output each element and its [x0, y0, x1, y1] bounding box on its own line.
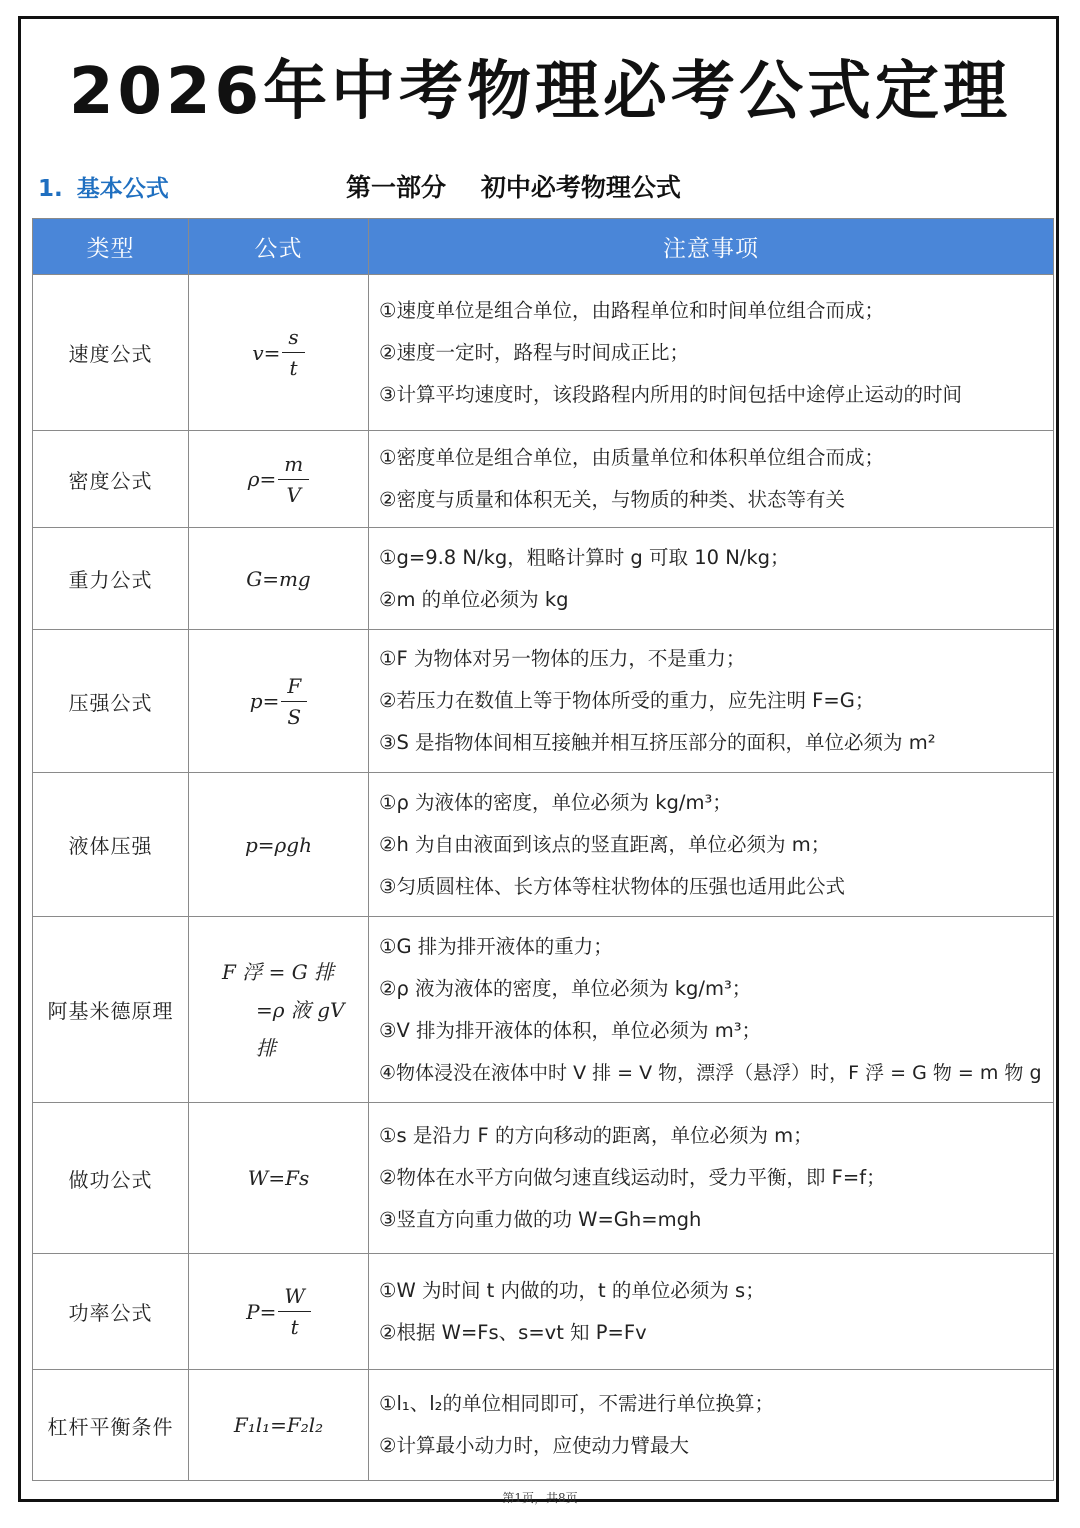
fraction-formula	[250, 674, 307, 729]
table-row	[33, 1370, 1054, 1481]
row-formula	[189, 917, 369, 1103]
note-line: ②密度与质量和体积无关，与物质的种类、状态等有关	[379, 488, 845, 511]
table-row	[33, 1103, 1054, 1254]
numerator: F	[281, 674, 307, 702]
row-formula	[189, 431, 369, 528]
row-notes	[369, 773, 1054, 917]
row-notes	[369, 917, 1054, 1103]
formula-line-1: F 浮 = G 排	[222, 959, 335, 984]
note-line: ①速度单位是组合单位，由路程单位和时间单位组合而成；	[379, 298, 884, 322]
section-heading	[38, 170, 169, 203]
note-line: ②h 为自由液面到该点的竖直距离，单位必须为 m；	[379, 832, 831, 856]
note-line: ①密度单位是组合单位，由质量单位和体积单位组合而成；	[379, 446, 884, 469]
note-line: ①g=9.8 N/kg，粗略计算时 g 可取 10 N/kg；	[379, 545, 790, 569]
table-row	[33, 1254, 1054, 1370]
note-line: ③匀质圆柱体、长方体等柱状物体的压强也适用此公式	[379, 874, 845, 898]
denominator: t	[290, 1315, 299, 1339]
page-footer: 第1页，共8页	[502, 1491, 578, 1505]
denominator: S	[287, 704, 302, 729]
note-line: ①l₁、l₂的单位相同即可，不需进行单位换算；	[379, 1392, 774, 1415]
row-notes	[369, 630, 1054, 773]
denominator: t	[289, 356, 298, 380]
row-notes	[369, 528, 1054, 630]
header-notes: 注意事项	[369, 219, 1054, 275]
row-type: 杠杆平衡条件	[33, 1370, 189, 1481]
section-label: 基本公式	[76, 176, 169, 202]
denominator: V	[286, 482, 301, 507]
table-row	[33, 630, 1054, 773]
formula-lhs: P=	[246, 1299, 277, 1324]
row-notes	[369, 275, 1054, 431]
note-line: ②物体在水平方向做匀速直线运动时，受力平衡，即 F=f；	[379, 1166, 886, 1189]
note-line: ③竖直方向重力做的功 W=Gh=mgh	[379, 1208, 702, 1231]
numerator: W	[278, 1284, 311, 1312]
note-line: ③计算平均速度时，该段路程内所用的时间包括中途停止运动的时间	[379, 382, 962, 406]
row-notes	[369, 1103, 1054, 1254]
note-line: ②根据 W=Fs、s=vt 知 P=Fv	[379, 1320, 647, 1344]
formula-lhs: ρ=	[247, 467, 277, 491]
row-type: 速度公式	[33, 275, 189, 431]
row-formula: F₁l₁=F₂l₂	[189, 1370, 369, 1481]
note-line: ③S 是指物体间相互接触并相互挤压部分的面积，单位必须为 m²	[379, 731, 936, 754]
row-formula: p=ρgh	[189, 773, 369, 917]
row-formula	[189, 1254, 369, 1370]
page-title: 2026年中考物理必考公式定理	[68, 55, 1012, 129]
header-formula: 公式	[189, 219, 369, 275]
row-type: 重力公式	[33, 528, 189, 630]
formula-line-2: =ρ 液 gV 排	[256, 997, 345, 1060]
fraction	[278, 1284, 311, 1339]
note-line: ①s 是沿力 F 的方向移动的距离，单位必须为 m；	[379, 1124, 813, 1147]
table-row	[33, 528, 1054, 630]
fraction	[282, 325, 304, 380]
note-line: ②计算最小动力时，应使动力臂最大	[379, 1434, 689, 1457]
note-line: ①F 为物体对另一物体的压力，不是重力；	[379, 647, 746, 670]
note-line: ①W 为时间 t 内做的功，t 的单位必须为 s；	[379, 1278, 765, 1302]
fraction	[281, 674, 307, 729]
table-row	[33, 773, 1054, 917]
row-type: 密度公式	[33, 431, 189, 528]
row-type: 阿基米德原理	[33, 917, 189, 1103]
row-formula: G=mg	[189, 528, 369, 630]
row-type: 液体压强	[33, 773, 189, 917]
fraction-formula	[246, 1284, 311, 1339]
fraction	[278, 452, 309, 507]
row-formula: W=Fs	[189, 1103, 369, 1254]
row-formula	[189, 630, 369, 773]
row-formula	[189, 275, 369, 431]
formula-table	[32, 218, 1054, 1481]
header-type: 类型	[33, 219, 189, 275]
row-notes	[369, 431, 1054, 528]
note-line: ②速度一定时，路程与时间成正比；	[379, 340, 689, 364]
table-header-row	[33, 219, 1054, 275]
numerator: m	[278, 452, 309, 480]
row-notes	[369, 1254, 1054, 1370]
table-row	[33, 275, 1054, 431]
note-line: ②m 的单位必须为 kg	[379, 587, 569, 611]
section-number: 1.	[38, 176, 63, 202]
formula-lhs: v=	[252, 340, 281, 365]
row-notes	[369, 1370, 1054, 1481]
formula-lhs: p=	[249, 689, 280, 713]
note-line: ①G 排为排开液体的重力；	[379, 934, 613, 958]
note-line: ②若压力在数值上等于物体所受的重力，应先注明 F=G；	[379, 689, 875, 712]
note-line: ①ρ 为液体的密度，单位必须为 kg/m³；	[379, 790, 732, 814]
row-type: 做功公式	[33, 1103, 189, 1254]
part-title: 第一部分 初中必考物理公式	[346, 173, 681, 202]
row-type: 功率公式	[33, 1254, 189, 1370]
fraction-formula	[248, 452, 309, 507]
table-row	[33, 431, 1054, 528]
numerator: s	[282, 325, 304, 353]
table-row	[33, 917, 1054, 1103]
note-line: ②ρ 液为液体的密度，单位必须为 kg/m³；	[379, 976, 752, 1000]
fraction-formula	[252, 325, 304, 380]
row-type: 压强公式	[33, 630, 189, 773]
note-line: ③V 排为排开液体的体积，单位必须为 m³；	[379, 1018, 762, 1042]
note-line: ④物体浸没在液体中时 V 排 = V 物，漂浮（悬浮）时，F 浮 = G 物 = m 物 g	[379, 1061, 1042, 1084]
